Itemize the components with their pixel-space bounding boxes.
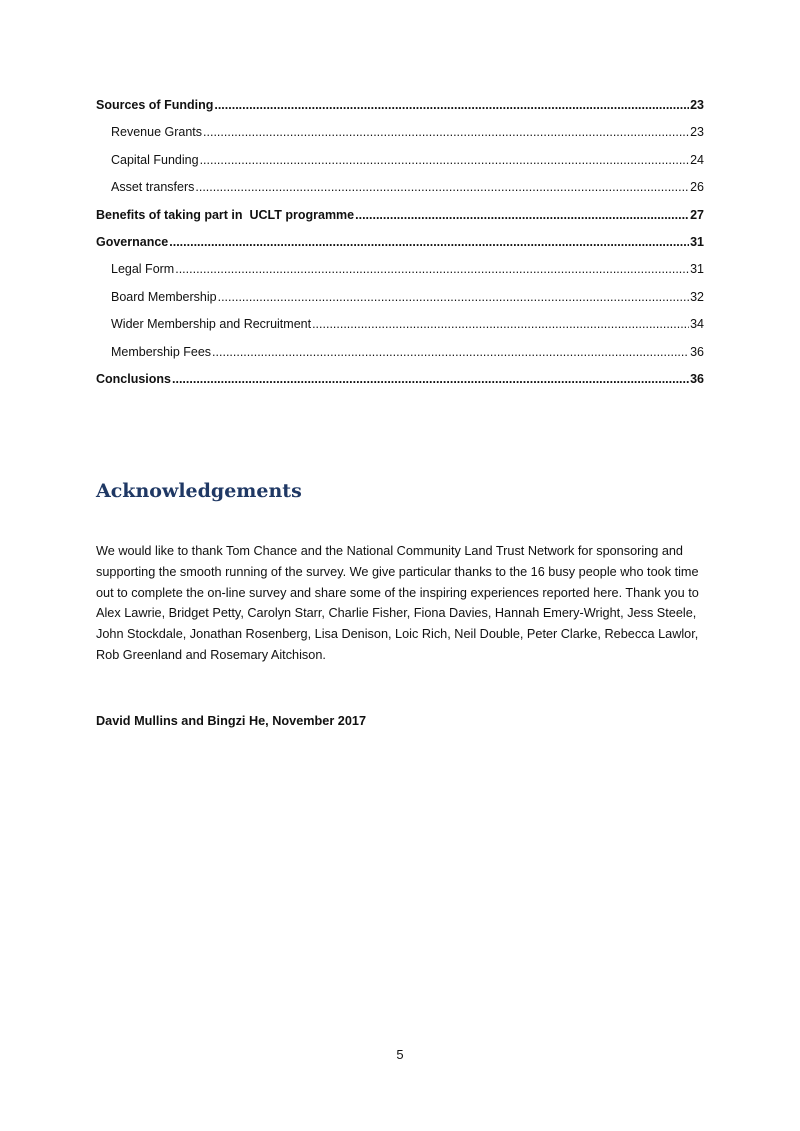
toc-entry-page: 36: [690, 371, 704, 386]
toc-dot-leader: [214, 96, 689, 114]
toc-entry[interactable]: [96, 315, 704, 342]
toc-dot-leader: [212, 343, 689, 361]
toc-entry-title: Revenue Grants: [111, 125, 203, 140]
toc-dot-leader: [175, 260, 689, 278]
toc-entry-title: Capital Funding: [111, 152, 199, 167]
toc-entry-title: Wider Membership and Recruitment: [111, 317, 312, 332]
toc-entry-page: 23: [690, 98, 704, 112]
toc-entry-title: Governance: [96, 234, 169, 249]
toc-dot-leader: [203, 123, 689, 141]
toc-entry[interactable]: [96, 370, 704, 397]
toc-entry[interactable]: [96, 343, 704, 370]
toc-dot-leader: [172, 370, 689, 388]
toc-entry[interactable]: [96, 151, 704, 178]
toc-dot-leader: [200, 151, 690, 169]
toc-entry[interactable]: [96, 96, 704, 123]
toc-entry[interactable]: [96, 233, 704, 260]
toc-entry-title: Conclusions: [96, 371, 172, 386]
toc-entry-page: 26: [690, 180, 704, 195]
toc-dot-leader: [169, 233, 689, 251]
page-number: 5: [396, 1047, 404, 1062]
toc-entry-title: Sources of Funding: [96, 98, 214, 112]
toc-entry-page: 31: [690, 262, 704, 277]
toc-dot-leader: [218, 288, 689, 306]
toc-entry[interactable]: [96, 206, 704, 233]
toc-entry-page: 27: [690, 207, 704, 222]
author-signature-line: David Mullins and Bingzi He, November 2017: [96, 714, 367, 728]
toc-entry-title: Legal Form: [111, 262, 175, 277]
toc-entry-page: 31: [690, 234, 704, 249]
toc-entry-title: Benefits of taking part in UCLT programme: [96, 207, 355, 222]
toc-entry-page: 24: [690, 152, 704, 167]
toc-dot-leader: [355, 206, 689, 224]
toc-entry-title: Board Membership: [111, 289, 217, 304]
toc-entry-title: Membership Fees: [111, 344, 212, 359]
toc-entry-page: 34: [690, 317, 704, 332]
toc-dot-leader: [312, 315, 689, 333]
toc-entry[interactable]: [96, 178, 704, 205]
toc-entry-page: 36: [690, 344, 704, 359]
toc-entry[interactable]: [96, 288, 704, 315]
toc-entry-title: Asset transfers: [111, 180, 195, 195]
toc-entry[interactable]: [96, 123, 704, 150]
toc-entry-page: 23: [690, 125, 704, 140]
acknowledgements-heading: Acknowledgements: [96, 480, 302, 502]
table-of-contents: [96, 96, 704, 397]
toc-entry-page: 32: [690, 289, 704, 304]
acknowledgements-paragraph: We would like to thank Tom Chance and the National Community Land Trust Network for sponsoring and supporting the smooth running of the survey. We give particular thanks to the 16 busy people who took time out to complete the on-line survey and share some of the inspiring experiences reported here. Thank you to Alex Lawrie, Bridget Petty, Carolyn Starr, Charlie Fisher, Fiona Davies, Hannah Emery-Wright, Jess Steele, John Stockdale, Jonathan Rosenberg, Lisa Denison, Loic Rich, Neil Double, Peter Clarke, Rebecca Lawlor, Rob Greenland and Rosemary Aitchison.: [96, 544, 699, 662]
toc-entry[interactable]: [96, 260, 704, 287]
toc-dot-leader: [195, 178, 689, 196]
